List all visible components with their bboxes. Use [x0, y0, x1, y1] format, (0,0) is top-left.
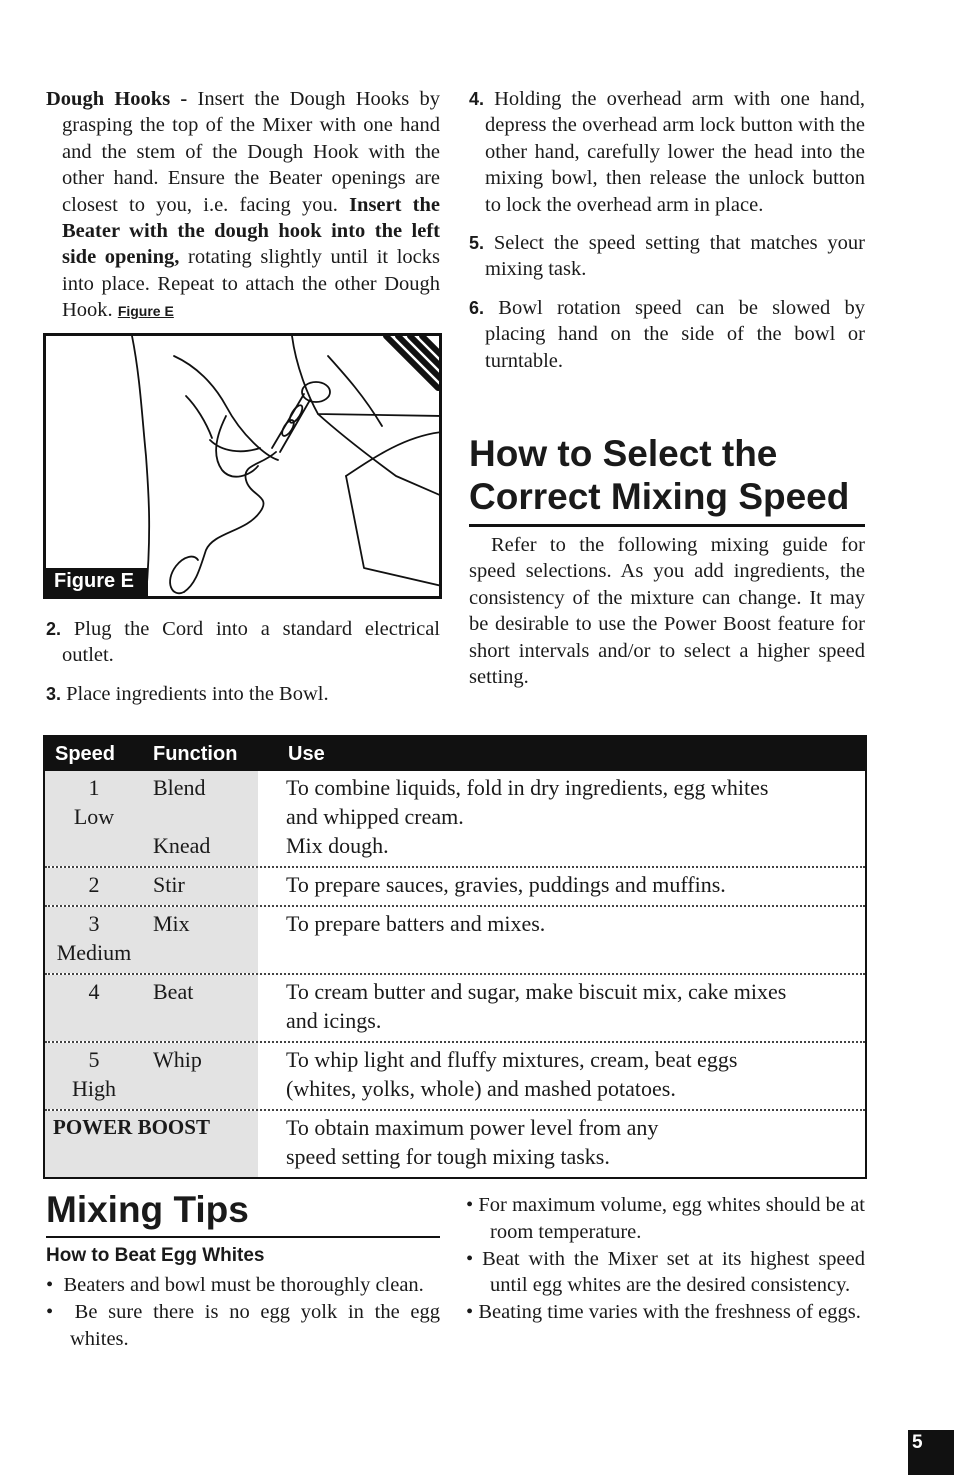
function-name: Stir [153, 872, 185, 897]
speed-heading-line-1: How to Select the [469, 433, 778, 474]
use-text: To prepare sauces, gravies, puddings and muffins. [286, 872, 726, 897]
function-name: Beat [153, 979, 194, 1004]
use-text: and whipped cream. [286, 804, 464, 829]
table-row [45, 1109, 865, 1177]
list-item: • Beating time varies with the freshness of eggs. [466, 1301, 861, 1324]
speed-heading-line-2: Correct Mixing Speed [469, 476, 850, 517]
speed-table-header [45, 737, 865, 771]
list-item: • For maximum volume, egg whites should be at room temperature. [466, 1194, 866, 1243]
table-row [45, 866, 865, 905]
dough-hooks-bold: Insert the Beater with the dough hook into the left side opening, [62, 193, 440, 269]
bullet-icon: • [466, 1247, 474, 1270]
power-boost-label: POWER BOOST [53, 1115, 210, 1139]
use-text: speed setting for tough mixing tasks. [286, 1144, 610, 1169]
speed-value: 1 [88, 775, 100, 800]
step-2: 2. Plug the Cord into a standard electrical outlet. [46, 618, 440, 667]
table-row [45, 1041, 865, 1109]
use-text: To prepare batters and mixes. [286, 911, 546, 936]
bullet-icon: • [46, 1300, 54, 1323]
speed-value: 3 [88, 911, 100, 936]
figure-e-label: Figure E [46, 568, 148, 596]
right-column [469, 86, 865, 374]
dough-hooks-text-b: rotating slightly until it locks into place. Repeat to attach the other Dough Hook. [62, 246, 441, 322]
bullet-icon: • [46, 1274, 54, 1296]
table-row [45, 973, 865, 1041]
speed-intro-paragraph: Refer to the following mixing guide for speed selections. As you add ingredients, the consistency of the mixture can change. It may be desirable to use the Power Boost feature for short intervals and/or to select a higher speed setting. [469, 534, 865, 689]
use-text: To whip light and fluffy mixtures, cream, beat eggs [286, 1047, 738, 1072]
speed-section-heading [469, 432, 865, 527]
dough-hook-illustration [46, 336, 439, 596]
function-name: Mix [153, 911, 190, 936]
dough-hooks-paragraph [46, 86, 440, 325]
list-item: • Beat with the Mixer set at its highest speed until egg whites are the desired consistency. [466, 1247, 866, 1297]
table-row [45, 771, 865, 866]
dough-hooks-lead: Dough Hooks - [46, 88, 188, 110]
use-text: To obtain maximum power level from any [286, 1115, 659, 1140]
left-steps [46, 616, 440, 707]
mixing-tips-heading: Mixing Tips [46, 1188, 440, 1238]
header-use: Use [288, 742, 325, 765]
step-4: 4. Holding the overhead arm with one hand, depress the overhead arm lock button with the other hand, carefully lower the head into the mixing bowl, then release the unlock button to lock the overhead arm in place. [469, 88, 865, 216]
speed-level: Low [73, 804, 115, 829]
step-3: 3. Place ingredients into the Bowl. [46, 682, 329, 705]
egg-tips-right-list [466, 1192, 865, 1326]
bullet-icon: • [466, 1194, 474, 1216]
use-text: Mix dough. [286, 833, 389, 858]
table-row [45, 905, 865, 973]
bullet-icon: • [466, 1301, 474, 1324]
page-number: 5 [908, 1430, 954, 1475]
egg-whites-subheading: How to Beat Egg Whites [46, 1245, 265, 1266]
use-text: (whites, yolks, whole) and mashed potatoes. [286, 1076, 676, 1101]
dough-hooks-text-a: Insert the Dough Hooks by grasping the top of the Mixer with one hand and the stem of the Dough Hook with the other hand. Ensure the Beater openings are closest to you, i.e. facing you. [62, 88, 441, 216]
use-text: To cream butter and sugar, make biscuit mix, cake mixes [286, 979, 787, 1004]
speed-value: 2 [88, 872, 100, 897]
egg-tips-left-list [46, 1272, 440, 1352]
speed-value: 5 [88, 1047, 100, 1072]
header-function: Function [153, 742, 238, 765]
speed-value: 4 [88, 979, 100, 1004]
speed-level: Medium [56, 940, 132, 965]
function-name: Whip [153, 1047, 202, 1072]
list-item: • Be sure there is no egg yolk in the egg whites. [46, 1300, 441, 1350]
header-speed: Speed [55, 742, 116, 765]
speed-level: High [72, 1076, 116, 1101]
list-item: • Beaters and bowl must be thoroughly clean. [46, 1274, 424, 1296]
figure-e-reference: Figure E [117, 303, 174, 320]
use-text: To combine liquids, fold in dry ingredients, egg whites [286, 775, 769, 800]
function-name: Blend [153, 775, 206, 800]
figure-e [43, 333, 442, 599]
use-text: and icings. [286, 1008, 382, 1033]
step-5: 5. Select the speed setting that matches your mixing task. [469, 232, 865, 281]
function-name: Knead [153, 833, 211, 858]
step-6: 6. Bowl rotation speed can be slowed by placing hand on the side of the bowl or turntable. [469, 296, 865, 372]
speed-table [43, 735, 867, 1179]
left-column [46, 86, 440, 325]
